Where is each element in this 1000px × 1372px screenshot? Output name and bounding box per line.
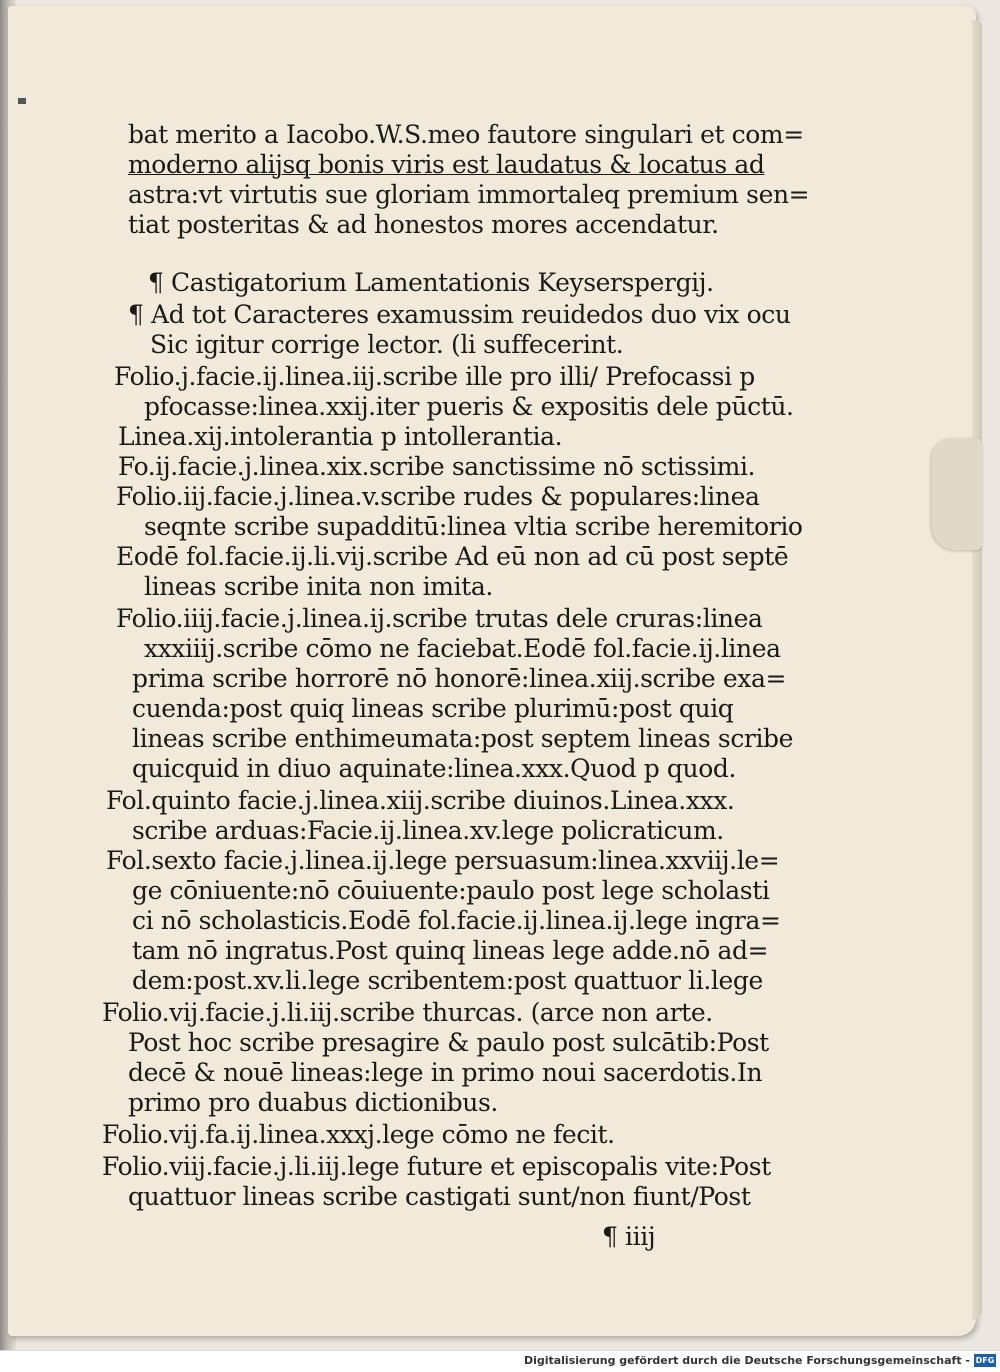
text-line: moderno alijsq bonis viris est laudatus & locatus ad — [128, 150, 765, 179]
text-line: scribe arduas:Facie.ij.linea.xv.lege policraticum. — [132, 816, 724, 845]
text-line: quicquid in diuo aquinate:linea.xxx.Quod p quod. — [132, 754, 737, 783]
footer-bar — [0, 1350, 1000, 1372]
text-line: xxxiiij.scribe cōmo ne faciebat.Eodē fol.facie.ij.linea — [144, 634, 781, 663]
page-text — [8, 6, 976, 1336]
text-line: Folio.iiij.facie.j.linea.ij.scribe trutas dele cruras:linea — [116, 604, 763, 633]
text-line: decē & nouē lineas:lege in primo noui sacerdotis.In — [128, 1058, 763, 1087]
text-line: Folio.viij.facie.j.li.iij.lege future et episcopalis vite:Post — [102, 1152, 771, 1181]
page-tab — [932, 438, 982, 550]
signature-mark: ¶ iiij — [602, 1222, 656, 1251]
text-line: Fol.quinto facie.j.linea.xiij.scribe diuinos.Linea.xxx. — [106, 786, 735, 815]
text-line: cuenda:post quiq lineas scribe plurimū:post quiq — [132, 694, 734, 723]
text-line: Linea.xij.intolerantia p intollerantia. — [118, 422, 563, 451]
text-line: tiat posteritas & ad honestos mores accendatur. — [128, 210, 719, 239]
text-line: primo pro duabus dictionibus. — [128, 1088, 498, 1117]
text-line: Fol.sexto facie.j.linea.ij.lege persuasum:linea.xxviij.le= — [106, 846, 780, 875]
text-line: ge cōniuente:nō cōuiuente:paulo post lege scholasti — [132, 876, 770, 905]
text-line: astra:vt virtutis sue gloriam immortaleq premium sen= — [128, 180, 810, 209]
text-line: quattuor lineas scribe castigati sunt/non fiunt/Post — [128, 1182, 751, 1211]
text-line: lineas scribe enthimeumata:post septem lineas scribe — [132, 724, 794, 753]
section-heading: ¶ Castigatorium Lamentationis Keyserspergij. — [148, 268, 714, 297]
text-line: lineas scribe inita non imita. — [144, 572, 493, 601]
text-line: Folio.vij.facie.j.li.iij.scribe thurcas. (arce non arte. — [102, 998, 713, 1027]
text-line: Folio.j.facie.ij.linea.iij.scribe ille pro illi/ Prefocassi p — [114, 362, 755, 391]
text-line: ci nō scholasticis.Eodē fol.facie.ij.linea.ij.lege ingra= — [132, 906, 781, 935]
book-page — [8, 6, 976, 1336]
funding-credit: Digitalisierung gefördert durch die Deutsche Forschungsgemeinschaft - — [523, 1354, 970, 1367]
text-line: dem:post.xv.li.lege scribentem:post quattuor li.lege — [132, 966, 763, 995]
text-line: Eodē fol.facie.ij.li.vij.scribe Ad eū non ad cū post septē — [116, 542, 789, 571]
dfg-logo-icon: DFG — [975, 1356, 995, 1365]
text-line: Post hoc scribe presagire & paulo post sulcātib:Post — [128, 1028, 769, 1057]
text-line: Sic igitur corrige lector. (li suffecerint. — [150, 330, 624, 359]
text-line: Folio.iij.facie.j.linea.v.scribe rudes & populares:linea — [116, 482, 760, 511]
text-line: Folio.vij.fa.ij.linea.xxxj.lege cōmo ne fecit. — [102, 1120, 615, 1149]
text-line: pfocasse:linea.xxij.iter pueris & expositis dele pūctū. — [144, 392, 794, 421]
text-line: Fo.ij.facie.j.linea.xix.scribe sanctissime nō sctissimi. — [118, 452, 756, 481]
text-line: seqnte scribe supadditū:linea vltia scribe heremitorio — [144, 512, 803, 541]
text-line: prima scribe horrorē nō honorē:linea.xiij.scribe exa= — [132, 664, 786, 693]
text-line: ¶ Ad tot Caracteres examussim reuidedos duo vix ocu — [128, 300, 791, 329]
text-line: bat merito a Iacobo.W.S.meo fautore singulari et com= — [128, 120, 804, 149]
text-line: tam nō ingratus.Post quinq lineas lege adde.nō ad= — [132, 936, 769, 965]
